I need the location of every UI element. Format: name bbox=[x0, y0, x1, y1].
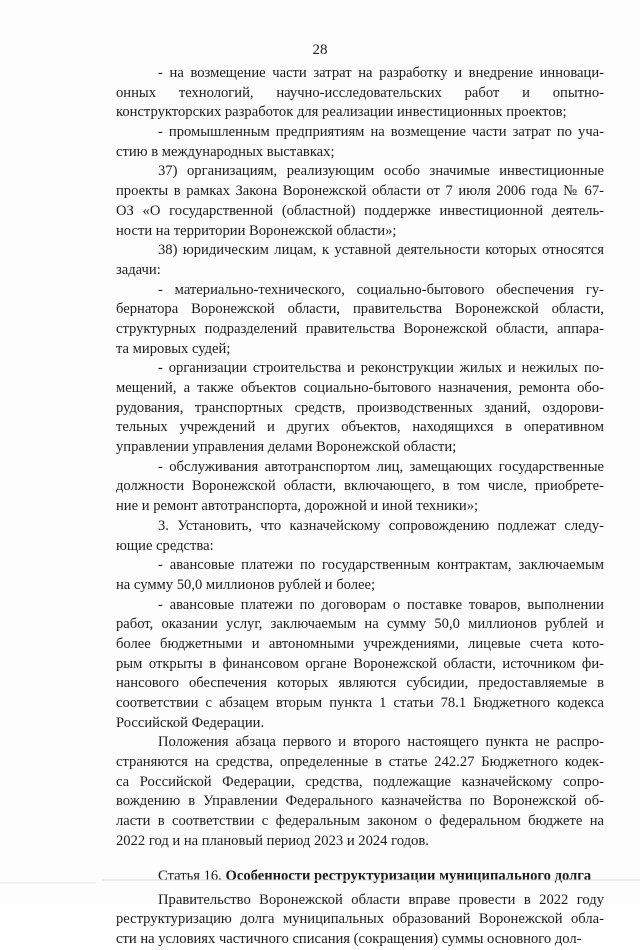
paragraph bbox=[116, 596, 604, 734]
text-line: - организации строительства и реконструкции жилых и нежилых по- bbox=[158, 360, 604, 377]
text-line: ние и ремонт автотранспорта, дорожной и иной техники»; bbox=[116, 498, 479, 515]
text-line: 37) организациям, реализующим особо значимые инвестиционные bbox=[158, 163, 604, 180]
text-line: онных технологий, научно-исследовательских работ и опытно- bbox=[116, 84, 604, 101]
text-line: та мировых судей; bbox=[116, 340, 231, 357]
text-line: должности Воронежской области, включающего, в том числе, приобрете- bbox=[116, 478, 604, 495]
paragraph bbox=[116, 162, 604, 241]
page-number: 28 bbox=[312, 42, 328, 58]
text-line: 3. Установить, что казначейскому сопровождению подлежат следу- bbox=[158, 517, 604, 534]
paragraph bbox=[116, 517, 604, 556]
text-line: - на возмещение части затрат на разработку и внедрение инноваци- bbox=[158, 65, 604, 81]
text-line: ющие средства: bbox=[116, 537, 214, 554]
article-title: Особенности реструктуризации муниципального долга bbox=[225, 867, 592, 884]
paragraph-list bbox=[116, 64, 604, 852]
text-line: сти на условиях частичного списания (сокращения) суммы основного дол- bbox=[116, 930, 582, 947]
article-heading bbox=[116, 866, 604, 886]
text-line: структурных подразделений правительства Воронежской области, аппара- bbox=[116, 320, 604, 337]
text-line: на сумму 50,0 миллионов рублей и более; bbox=[116, 576, 376, 593]
text-line: вождению в Управлении Федерального казначейства по Воронежской об- bbox=[116, 793, 604, 810]
paragraph bbox=[116, 281, 604, 360]
text-line: ОЗ «О государственной (областной) поддержке инвестиционной деятель- bbox=[116, 202, 604, 219]
text-line: задачи: bbox=[116, 261, 161, 278]
text-line: соответствии с абзацем вторым пункта 1 статьи 78.1 Бюджетного кодекса bbox=[116, 695, 604, 711]
text-line: рым открыты в финансовом органе Воронежской области, источником фи- bbox=[116, 655, 604, 672]
text-line: ласти в соответствии с федеральным законом о федеральном бюджете на bbox=[116, 813, 604, 830]
text-line: - обслуживания автотранспортом лиц, замещающих государственные bbox=[158, 458, 604, 475]
text-line: ности на территории Воронежской области»; bbox=[116, 222, 397, 239]
paragraph bbox=[116, 359, 604, 457]
text-line: - авансовые платежи по договорам о поставке товаров, выполнении bbox=[158, 596, 604, 613]
text-line: стию в международных выставках; bbox=[116, 143, 335, 160]
text-line: рудования, транспортных средств, производственных зданий, оздорови- bbox=[116, 399, 604, 416]
paragraph bbox=[116, 241, 604, 280]
spacer bbox=[116, 852, 604, 866]
text-line: нансового обеспечения которых являются субсидии, предоставляемые в bbox=[116, 675, 604, 692]
text-line: управлении управления делами Воронежской области; bbox=[116, 439, 457, 456]
paragraph bbox=[116, 556, 604, 595]
text-line: бернатора Воронежской области, правительства Воронежской области, bbox=[116, 301, 604, 318]
paragraph bbox=[116, 458, 604, 517]
text-line: реструктуризацию долга муниципальных образований Воронежской обла- bbox=[116, 911, 604, 928]
text-line: са Российской Федерации, средства, подлежащие казначейскому сопро- bbox=[116, 773, 604, 790]
text-line: тельных учреждений и других объектов, находящихся в оперативном bbox=[116, 419, 604, 436]
text-line: работ, оказании услуг, заключаемым на сумму 50,0 миллионов рублей и bbox=[116, 616, 604, 633]
text-line: мещений, а также объектов социально-бытового назначения, ремонта обо- bbox=[116, 380, 604, 396]
text-line: Правительство Воронежской области вправе провести в 2022 году bbox=[158, 891, 604, 908]
text-line: - авансовые платежи по государственным контрактам, заключаемым bbox=[158, 557, 604, 574]
text-line: - материально-технического, социально-бытового обеспечения гу- bbox=[158, 281, 604, 298]
paragraph bbox=[116, 123, 604, 162]
text-line: - промышленным предприятиям на возмещение части затрат по уча- bbox=[158, 124, 604, 141]
document-body bbox=[116, 64, 604, 950]
final-paragraph bbox=[116, 891, 604, 950]
text-line: более бюджетными и автономными учреждениями, лицевые счета кото- bbox=[116, 635, 604, 652]
text-line: Положения абзаца первого и второго настоящего пункта не распро- bbox=[158, 734, 604, 751]
text-line: страняются на средства, определенные в статье 242.27 Бюджетного кодек- bbox=[116, 754, 604, 771]
paragraph bbox=[116, 733, 604, 851]
text-line: 2022 год и на плановый период 2023 и 2024 годов. bbox=[116, 832, 429, 849]
text-line: проекты в рамках Закона Воронежской области от 7 июля 2006 года № 67- bbox=[116, 183, 604, 200]
article-number: Статья 16. bbox=[158, 867, 222, 884]
text-line: 38) юридическим лицам, к уставной деятельности которых относятся bbox=[158, 242, 604, 259]
text-line: Российской Федерации. bbox=[116, 714, 265, 731]
paragraph bbox=[116, 64, 604, 123]
text-line: конструкторских разработок для реализации инвестиционных проектов; bbox=[116, 104, 567, 121]
